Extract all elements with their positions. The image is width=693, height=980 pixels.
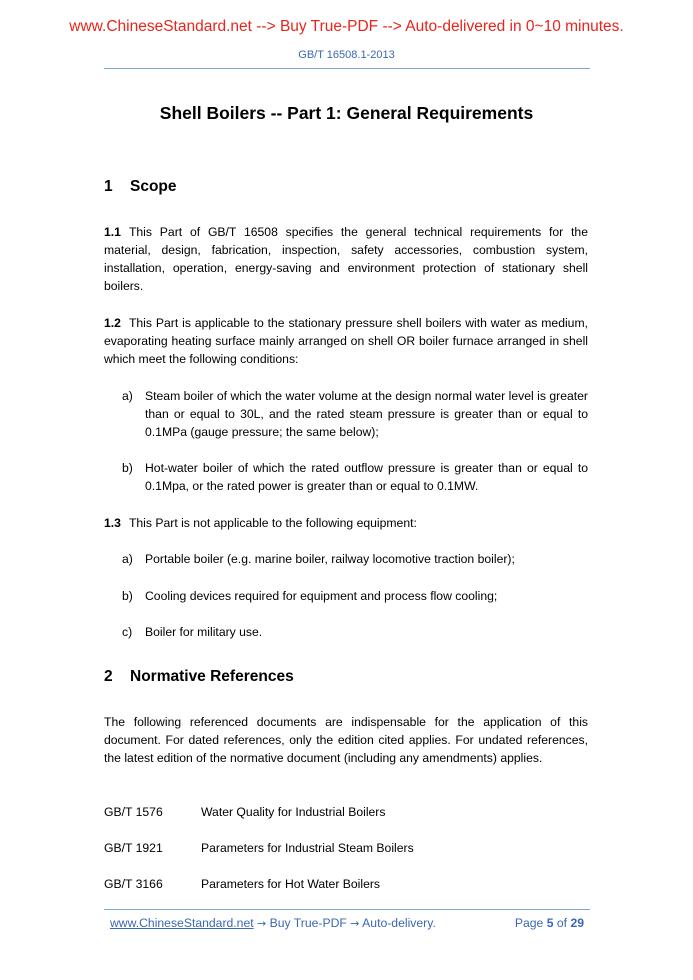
reference-code: GB/T 1921	[104, 841, 163, 855]
clause-number: 1.3	[104, 516, 121, 530]
clause-1-2	[104, 314, 588, 368]
reference-entry	[104, 841, 414, 855]
clause-1-3	[104, 514, 588, 532]
footer-buy-link[interactable]: Buy True-PDF	[269, 916, 347, 930]
clause-text: This Part is not applicable to the following equipment:	[128, 516, 417, 530]
clause-text: This Part is applicable to the stationary pressure shell boilers with water as medium, evaporating heating surface mainly arranged on shell OR boiler furnace arranged in shell which meet the following conditions:	[104, 316, 588, 366]
list-text: Portable boiler (e.g. marine boiler, railway locomotive traction boiler);	[145, 552, 515, 566]
page-label: Page	[514, 916, 544, 930]
list-text: Hot-water boiler of which the rated outflow pressure is greater than or equal to 0.1Mpa, or the rated power is greater than or equal to 0.1MW.	[145, 461, 588, 493]
total-pages: 29	[570, 916, 584, 930]
list-marker: a)	[122, 552, 133, 566]
reference-title: Parameters for Hot Water Boilers	[201, 877, 381, 891]
list-item	[122, 587, 588, 605]
of-label: of	[556, 916, 568, 930]
list-marker: b)	[122, 461, 133, 475]
clause-number: 1.2	[104, 316, 121, 330]
reference-code: GB/T 3166	[104, 877, 163, 891]
section-number: 2	[104, 668, 113, 685]
reference-title: Parameters for Industrial Steam Boilers	[201, 841, 414, 855]
reference-entry	[104, 877, 380, 891]
clause-1-1	[104, 223, 588, 295]
section-number: 1	[104, 178, 113, 195]
section-heading-normative-references	[104, 668, 294, 686]
section-heading-scope	[104, 178, 177, 196]
list-text: Boiler for military use.	[145, 625, 263, 639]
footer-divider	[104, 909, 590, 910]
section-title: Scope	[130, 178, 177, 195]
list-text: Cooling devices required for equipment and process flow cooling;	[145, 589, 498, 603]
standard-code: GB/T 16508.1-2013	[298, 49, 395, 61]
reference-entry	[104, 805, 385, 819]
current-page: 5	[546, 916, 554, 930]
references-intro: The following referenced documents are indispensable for the application of this document. For dated references, only the edition cited applies. For undated references, the latest edition of the normative document (including any amendments) applies.	[104, 715, 588, 765]
section-title: Normative References	[130, 668, 294, 685]
arrow-right-icon: →	[350, 917, 360, 930]
list-item	[122, 459, 588, 495]
header-divider	[104, 68, 590, 69]
top-banner[interactable]: www.ChineseStandard.net --> Buy True-PDF --> Auto-delivered in 0~10 minutes.	[69, 18, 624, 35]
list-text: Steam boiler of which the water volume at the design normal water level is greater than or equal to 30L, and the rated steam pressure is greater than or equal to 0.1MPa (gauge pressure; the same below);	[145, 389, 588, 439]
list-marker: b)	[122, 589, 133, 603]
list-marker: c)	[122, 625, 133, 639]
reference-title: Water Quality for Industrial Boilers	[201, 805, 386, 819]
list-item	[122, 387, 588, 441]
clause-text: This Part of GB/T 16508 specifies the general technical requirements for the material, design, fabrication, inspection, safety accessories, combustion system, installation, operation, energy-saving and environment protection of stationary shell boilers.	[104, 225, 588, 293]
document-title: Shell Boilers -- Part 1: General Requirements	[159, 103, 534, 123]
reference-code: GB/T 1576	[104, 805, 163, 819]
arrow-right-icon: →	[257, 917, 267, 930]
footer	[110, 916, 584, 930]
list-marker: a)	[122, 389, 133, 403]
page-indicator	[515, 916, 584, 930]
list-item	[122, 623, 588, 641]
footer-site-link[interactable]: www.ChineseStandard.net	[110, 916, 254, 930]
footer-delivery: Auto-delivery.	[362, 916, 436, 930]
list-item	[122, 550, 588, 568]
clause-number: 1.1	[104, 225, 121, 239]
